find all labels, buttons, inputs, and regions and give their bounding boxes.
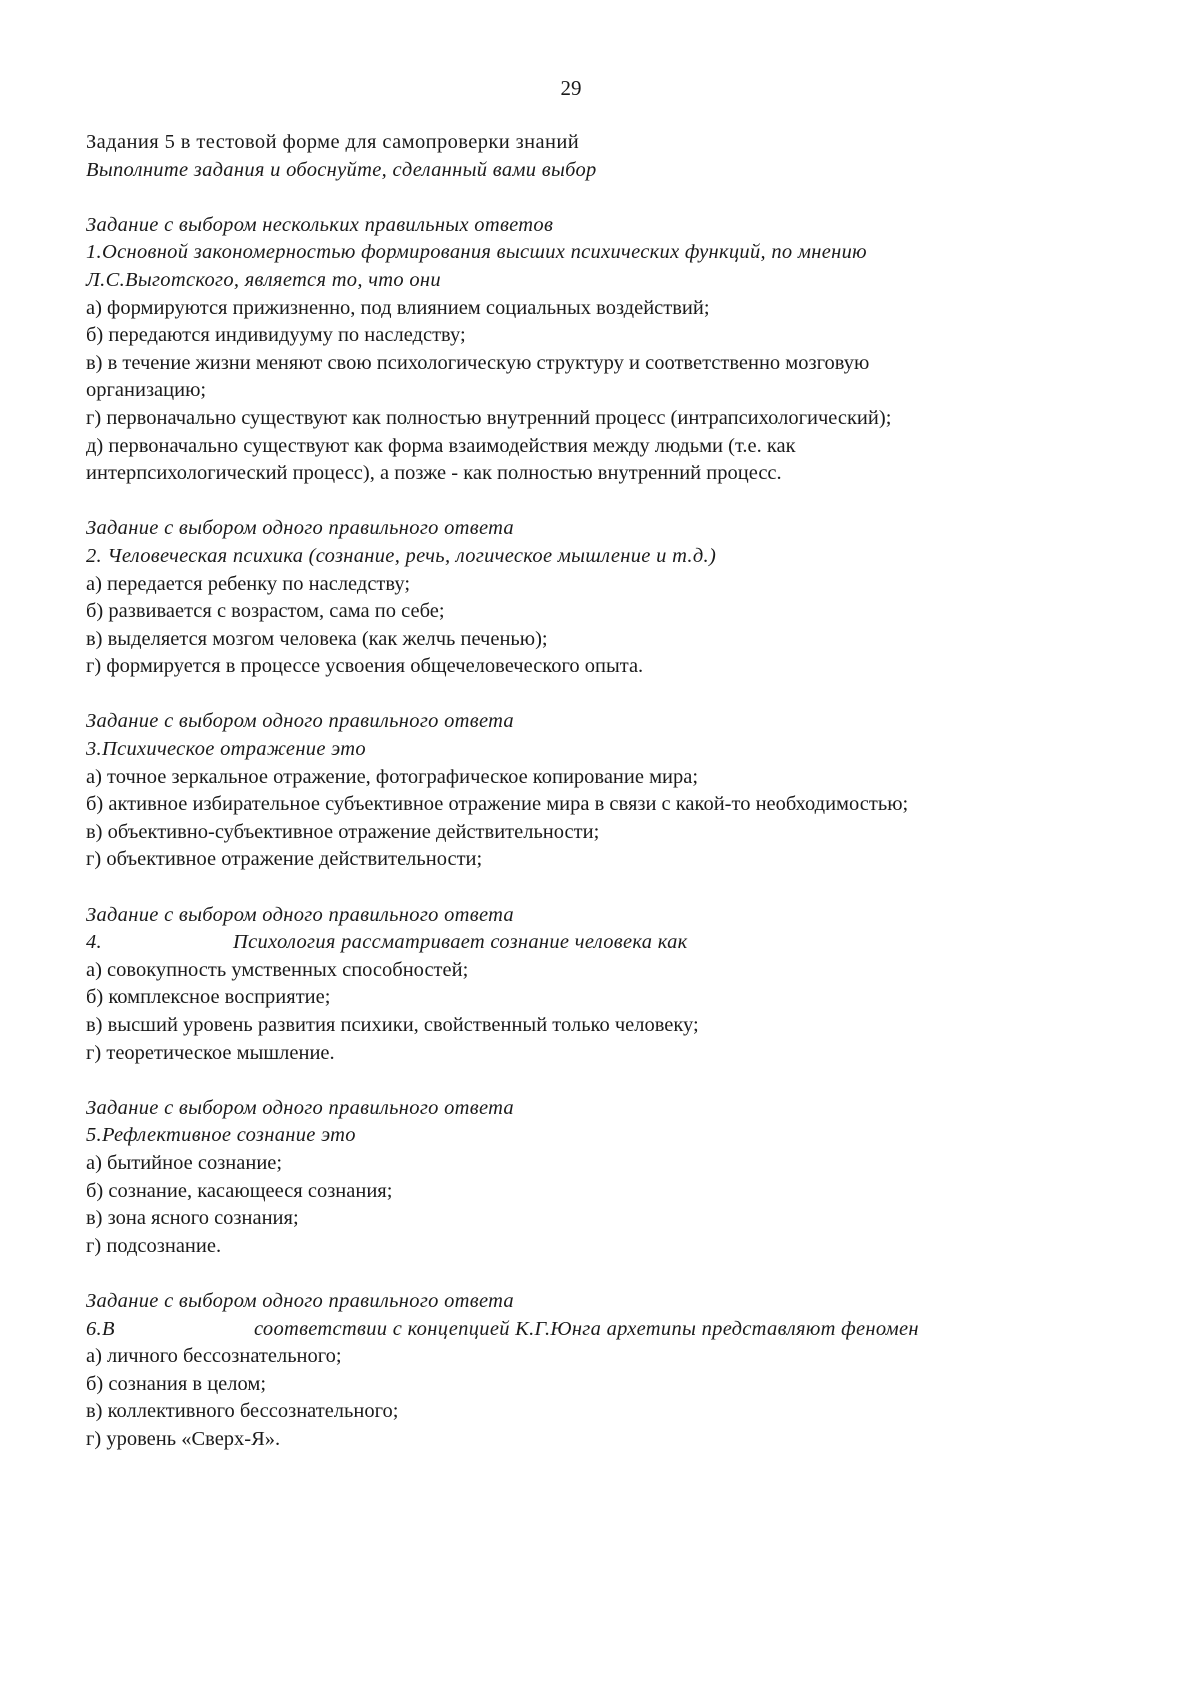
question-line xyxy=(86,1316,1086,1344)
section-title: Задания 5 в тестовой форме для самопроверки знаний xyxy=(86,131,580,153)
question-line: 2. Человеческая психика (сознание, речь, логическое мышление и т.д.) xyxy=(86,544,717,567)
task-3 xyxy=(86,708,1086,874)
answer-option: интерпсихологический процесс), а позже - как полностью внутренний процесс. xyxy=(86,462,782,485)
answer-option: а) точное зеркальное отражение, фотографическое копирование мира; xyxy=(86,765,699,788)
task-type-label: Задание с выбором одного правильного ответа xyxy=(86,1289,514,1312)
answer-option: а) передается ребенку по наследству; xyxy=(86,572,411,595)
question-line: Л.С.Выготского, является то, что они xyxy=(86,268,441,291)
answer-option: д) первоначально существуют как форма взаимодействия между людьми (т.е. как xyxy=(86,434,796,457)
question-line: 5.Рефлективное сознание это xyxy=(86,1124,356,1147)
answer-option: г) первоначально существуют как полностью внутренний процесс (интрапсихологический); xyxy=(86,406,892,429)
answer-option: б) активное избирательное субъективное отражение мира в связи с какой-то необходимостью; xyxy=(86,793,909,816)
answer-option: в) коллективного бессознательного; xyxy=(86,1400,399,1423)
answer-option: а) совокупность умственных способностей; xyxy=(86,958,469,981)
answer-option: организацию; xyxy=(86,379,207,402)
answer-option: г) объективное отражение действительности; xyxy=(86,848,483,871)
task-2 xyxy=(86,515,1086,681)
answer-option: б) развивается с возрастом, сама по себе; xyxy=(86,600,445,623)
answer-option: г) подсознание. xyxy=(86,1234,222,1257)
task-type-label: Задание с выбором одного правильного ответа xyxy=(86,517,514,540)
answer-option: б) сознание, касающееся сознания; xyxy=(86,1179,393,1202)
question-number: 4. xyxy=(86,931,102,954)
answer-option: а) формируются прижизненно, под влиянием социальных воздействий; xyxy=(86,296,710,319)
task-type-label: Задание с выбором одного правильного ответа xyxy=(86,710,514,733)
answer-option: г) формируется в процессе усвоения общечеловеческого опыта. xyxy=(86,655,644,678)
task-4 xyxy=(86,902,1086,1068)
answer-option: б) комплексное восприятие; xyxy=(86,986,331,1009)
answer-option: г) теоретическое мышление. xyxy=(86,1041,335,1064)
question-line xyxy=(86,929,1086,957)
answer-option: в) объективно-субъективное отражение действительности; xyxy=(86,820,600,843)
question-line: 3.Психическое отражение это xyxy=(86,738,366,761)
question-text: соответствии с концепцией К.Г.Юнга архетипы представляют феномен xyxy=(254,1317,919,1340)
task-type-label: Задание с выбором нескольких правильных ответов xyxy=(86,213,554,236)
task-type-label: Задание с выбором одного правильного ответа xyxy=(86,1096,514,1119)
page-number: 29 xyxy=(560,76,582,100)
document-body xyxy=(86,129,1086,1454)
answer-option: в) зона ясного сознания; xyxy=(86,1207,299,1230)
answer-option: в) высший уровень развития психики, свойственный только человеку; xyxy=(86,1014,699,1036)
answer-option: в) выделяется мозгом человека (как желчь печенью); xyxy=(86,627,548,650)
answer-option: в) в течение жизни меняют свою психологическую структуру и соответственно мозговую xyxy=(86,351,870,374)
task-type-label: Задание с выбором одного правильного ответа xyxy=(86,903,514,926)
answer-option: а) личного бессознательного; xyxy=(86,1345,342,1368)
answer-option: б) передаются индивидууму по наследству; xyxy=(86,324,466,347)
question-text: Психология рассматривает сознание человека как xyxy=(233,931,688,954)
task-5 xyxy=(86,1095,1086,1261)
question-number: 6.В xyxy=(86,1317,115,1340)
section-instruction: Выполните задания и обоснуйте, сделанный вами выбор xyxy=(86,158,597,181)
task-1 xyxy=(86,212,1086,488)
answer-option: б) сознания в целом; xyxy=(86,1372,267,1395)
answer-option: г) уровень «Сверх-Я». xyxy=(86,1427,281,1450)
question-line: 1.Основной закономерностью формирования высших психических функций, по мнению xyxy=(86,241,867,264)
task-6 xyxy=(86,1288,1086,1454)
answer-option: а) бытийное сознание; xyxy=(86,1151,283,1174)
